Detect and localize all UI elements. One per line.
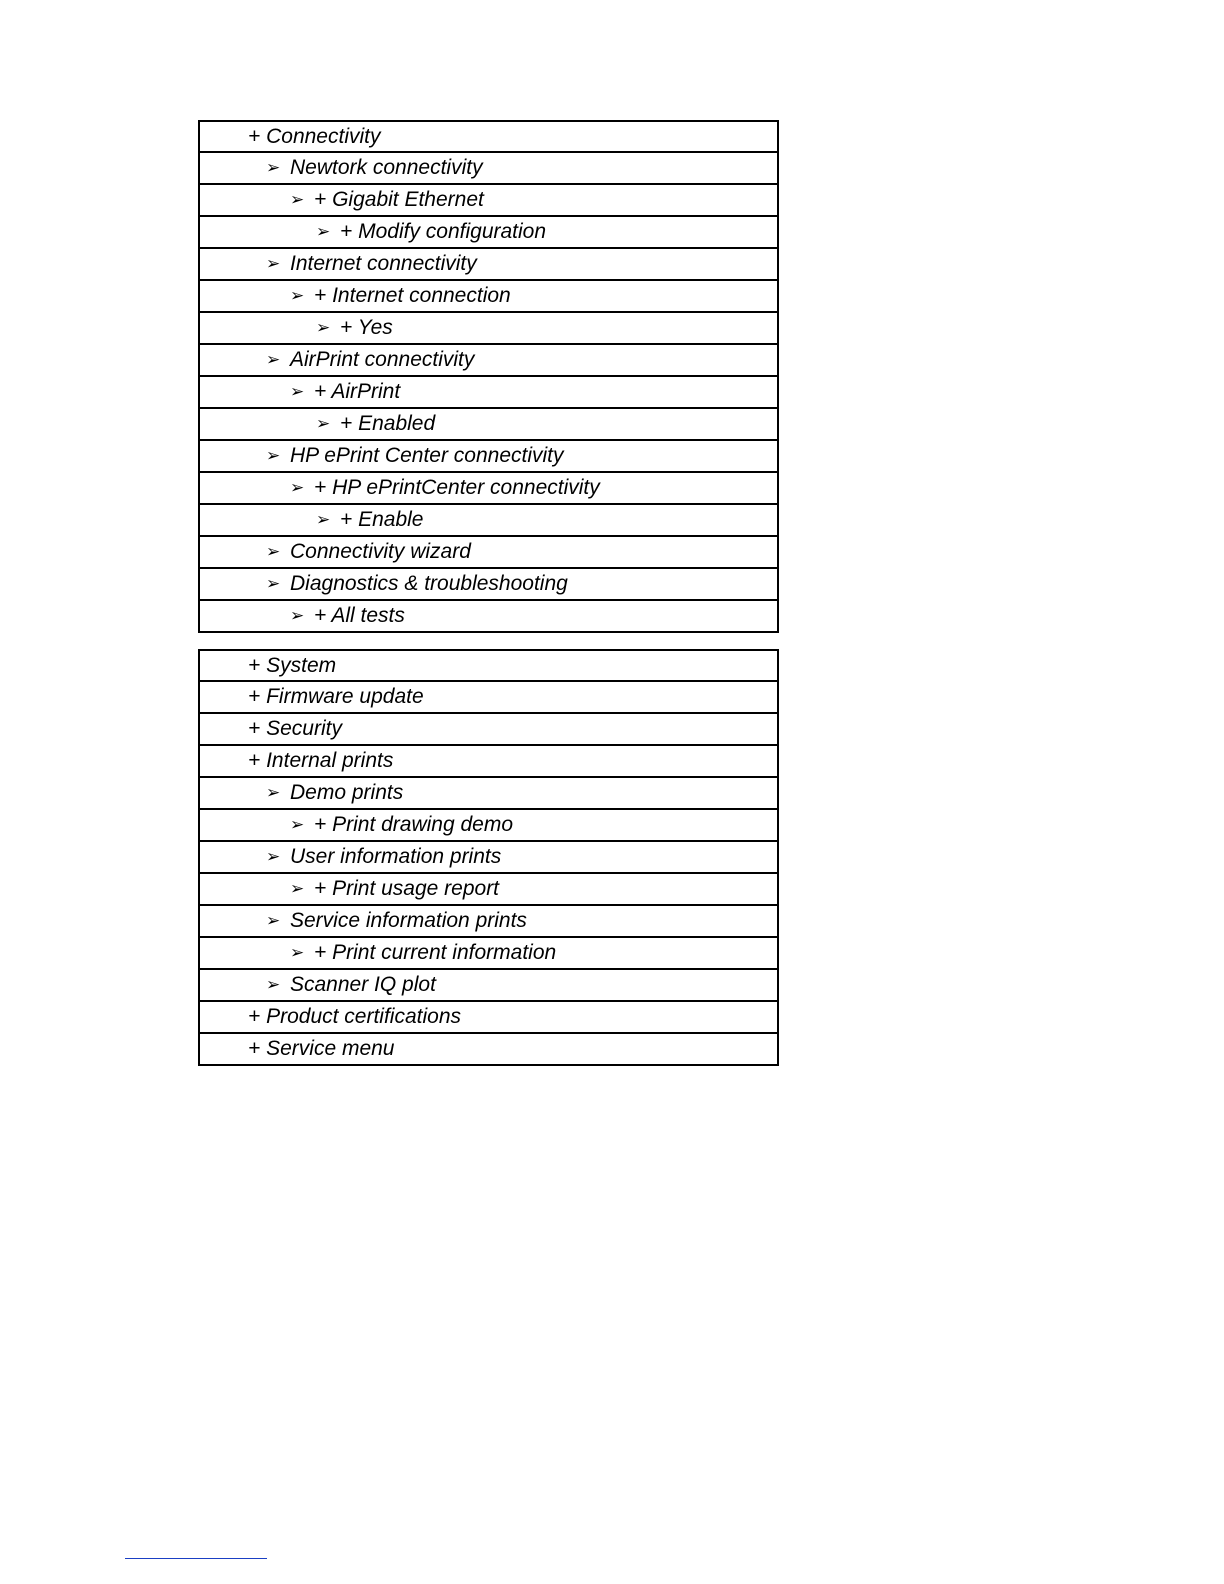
arrow-bullet-icon: ➢	[266, 911, 281, 930]
menu-row	[198, 649, 779, 682]
arrow-bullet-icon: ➢	[290, 943, 305, 962]
menu-row	[198, 1034, 779, 1066]
menu-row	[198, 874, 779, 906]
arrow-bullet-icon: ➢	[290, 815, 305, 834]
menu-row	[198, 746, 779, 778]
arrow-bullet-icon: ➢	[290, 286, 305, 305]
menu-row-label: + Yes	[340, 316, 393, 339]
menu-row	[198, 313, 779, 345]
menu-row	[198, 842, 779, 874]
menu-row	[198, 185, 779, 217]
menu-row-label: + Service menu	[248, 1037, 395, 1060]
menu-row-label: + Print current information	[314, 941, 557, 964]
menu-row-label: + Product certifications	[248, 1005, 462, 1028]
arrow-bullet-icon: ➢	[266, 158, 281, 177]
arrow-bullet-icon: ➢	[266, 254, 281, 273]
menu-row-label: + Internal prints	[248, 749, 394, 772]
menu-row	[198, 120, 779, 153]
menu-row-label: Scanner IQ plot	[290, 973, 436, 996]
menu-row	[198, 217, 779, 249]
arrow-bullet-icon: ➢	[316, 414, 331, 433]
arrow-bullet-icon: ➢	[266, 783, 281, 802]
arrow-bullet-icon: ➢	[266, 542, 281, 561]
arrow-bullet-icon: ➢	[290, 478, 305, 497]
arrow-bullet-icon: ➢	[290, 606, 305, 625]
footer-divider	[125, 1558, 267, 1559]
menu-row	[198, 682, 779, 714]
menu-row	[198, 409, 779, 441]
menu-row-label: + Modify configuration	[340, 220, 547, 243]
arrow-bullet-icon: ➢	[316, 222, 331, 241]
menu-row	[198, 569, 779, 601]
arrow-bullet-icon: ➢	[290, 879, 305, 898]
menu-row	[198, 441, 779, 473]
arrow-bullet-icon: ➢	[266, 574, 281, 593]
arrow-bullet-icon: ➢	[316, 318, 331, 337]
arrow-bullet-icon: ➢	[290, 190, 305, 209]
menu-row-label: + Internet connection	[314, 284, 511, 307]
menu-row-label: Newtork connectivity	[290, 156, 483, 179]
menu-row-label: AirPrint connectivity	[290, 348, 475, 371]
menu-row	[198, 537, 779, 569]
menu-row	[198, 938, 779, 970]
menu-row	[198, 906, 779, 938]
menu-row	[198, 714, 779, 746]
menu-row-label: + Print usage report	[314, 877, 500, 900]
menu-row	[198, 970, 779, 1002]
menu-row	[198, 345, 779, 377]
menu-row	[198, 810, 779, 842]
arrow-bullet-icon: ➢	[266, 446, 281, 465]
menu-row-label: HP ePrint Center connectivity	[290, 444, 564, 467]
menu-row	[198, 377, 779, 409]
menu-row-label: + Enable	[340, 508, 424, 531]
menu-row	[198, 249, 779, 281]
connectivity-menu-table	[198, 120, 779, 633]
arrow-bullet-icon: ➢	[266, 350, 281, 369]
menu-row	[198, 505, 779, 537]
menu-row-label: + Security	[248, 717, 342, 740]
menu-row	[198, 601, 779, 633]
menu-row-label: Internet connectivity	[290, 252, 477, 275]
arrow-bullet-icon: ➢	[266, 847, 281, 866]
menu-row-label: + All tests	[314, 604, 405, 627]
menu-row-label: + Gigabit Ethernet	[314, 188, 484, 211]
arrow-bullet-icon: ➢	[290, 382, 305, 401]
menu-row-label: Service information prints	[290, 909, 527, 932]
menu-row-label: Connectivity wizard	[290, 540, 471, 563]
menu-row-label: Demo prints	[290, 781, 404, 804]
menu-row-label: + Print drawing demo	[314, 813, 514, 836]
menu-row-label: + Connectivity	[248, 124, 381, 148]
menu-row-label: + HP ePrintCenter connectivity	[314, 476, 600, 499]
menu-row	[198, 281, 779, 313]
menu-row-label: + AirPrint	[314, 380, 401, 403]
menu-row-label: Diagnostics & troubleshooting	[290, 572, 568, 595]
menu-row	[198, 473, 779, 505]
menu-row	[198, 153, 779, 185]
menu-row-label: + System	[248, 653, 337, 677]
menu-row	[198, 1002, 779, 1034]
menu-row-label: + Firmware update	[248, 685, 424, 708]
arrow-bullet-icon: ➢	[266, 975, 281, 994]
menu-row-label: + Enabled	[340, 412, 436, 435]
system-menu-table	[198, 649, 779, 1066]
arrow-bullet-icon: ➢	[316, 510, 331, 529]
menu-row-label: User information prints	[290, 845, 502, 868]
menu-row	[198, 778, 779, 810]
